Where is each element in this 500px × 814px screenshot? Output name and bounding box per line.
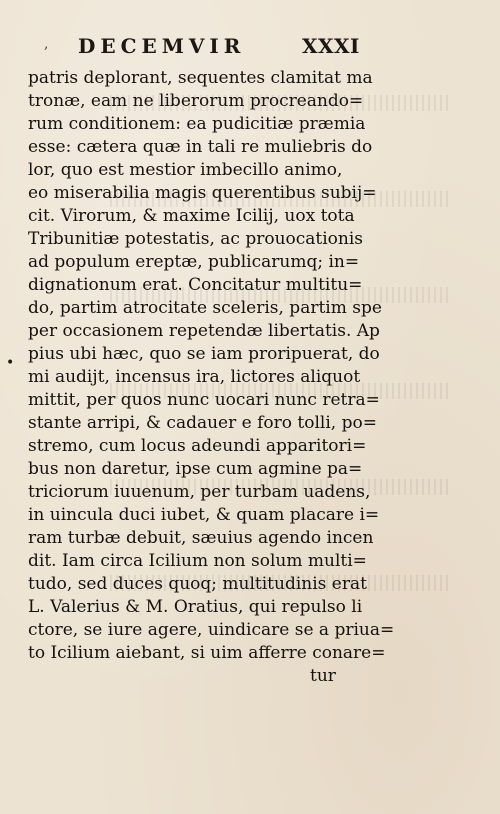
catchword: tur: [310, 666, 336, 686]
folio-number: XXXI: [302, 34, 360, 58]
text-line: mi audijt, incensus ira, lictores aliquot: [28, 367, 361, 387]
text-line: mittit, per quos nunc uocari nunc retra=: [28, 390, 380, 410]
text-line: lor, quo est mestior imbecillo animo,: [28, 160, 343, 180]
text-line: per occasionem repetendæ libertatis. Ap: [28, 321, 380, 341]
text-line: eo miserabilia magis querentibus subij=: [28, 183, 377, 203]
text-line: Tribunitiæ potestatis, ac prouocationis: [28, 229, 364, 249]
text-line: dit. Iam circa Icilium non solum multi=: [28, 551, 367, 571]
text-block: [28, 66, 395, 686]
text-line: to Icilium aiebant, si uim afferre conare=: [28, 643, 386, 663]
text-line: esse: cætera quæ in tali re muliebris do: [28, 137, 373, 157]
text-line: ram turbæ debuit, sæuius agendo incen: [28, 528, 374, 548]
text-line: tudo, sed duces quoq; multitudinis erat: [28, 574, 367, 594]
text-line: in uincula duci iubet, & quam placare i=: [28, 505, 380, 525]
text-line: patris deplorant, sequentes clamitat ma: [28, 68, 373, 88]
text-line: bus non daretur, ipse cum agmine pa=: [28, 459, 363, 479]
text-line: stante arripi, & cadauer e foro tolli, po=: [28, 413, 377, 433]
text-line: triciorum iuuenum, per turbam uadens,: [28, 482, 371, 502]
text-line: pius ubi hæc, quo se iam proripuerat, do: [28, 344, 380, 364]
text-line: rum conditionem: ea pudicitiæ præmia: [28, 114, 366, 134]
text-line: dignationum erat. Concitatur multitu=: [28, 275, 363, 295]
text-line: ad populum ereptæ, publicarumq; in=: [28, 252, 360, 272]
text-line: stremo, cum locus adeundi apparitori=: [28, 436, 367, 456]
text-line: ctore, se iure agere, uindicare se a priua=: [28, 620, 395, 640]
text-line: tronæ, eam ne liberorum procreando=: [28, 91, 364, 111]
page-header: [64, 34, 384, 60]
running-head: DECEMVIR: [78, 34, 246, 58]
text-line: do, partim atrocitate sceleris, partim spe: [28, 298, 382, 318]
margin-mark: •: [6, 355, 15, 371]
printer-mark: ,: [44, 36, 49, 52]
text-line: cit. Virorum, & maxime Icilij, uox tota: [28, 206, 355, 226]
text-line: L. Valerius & M. Oratius, qui repulso li: [28, 597, 363, 617]
